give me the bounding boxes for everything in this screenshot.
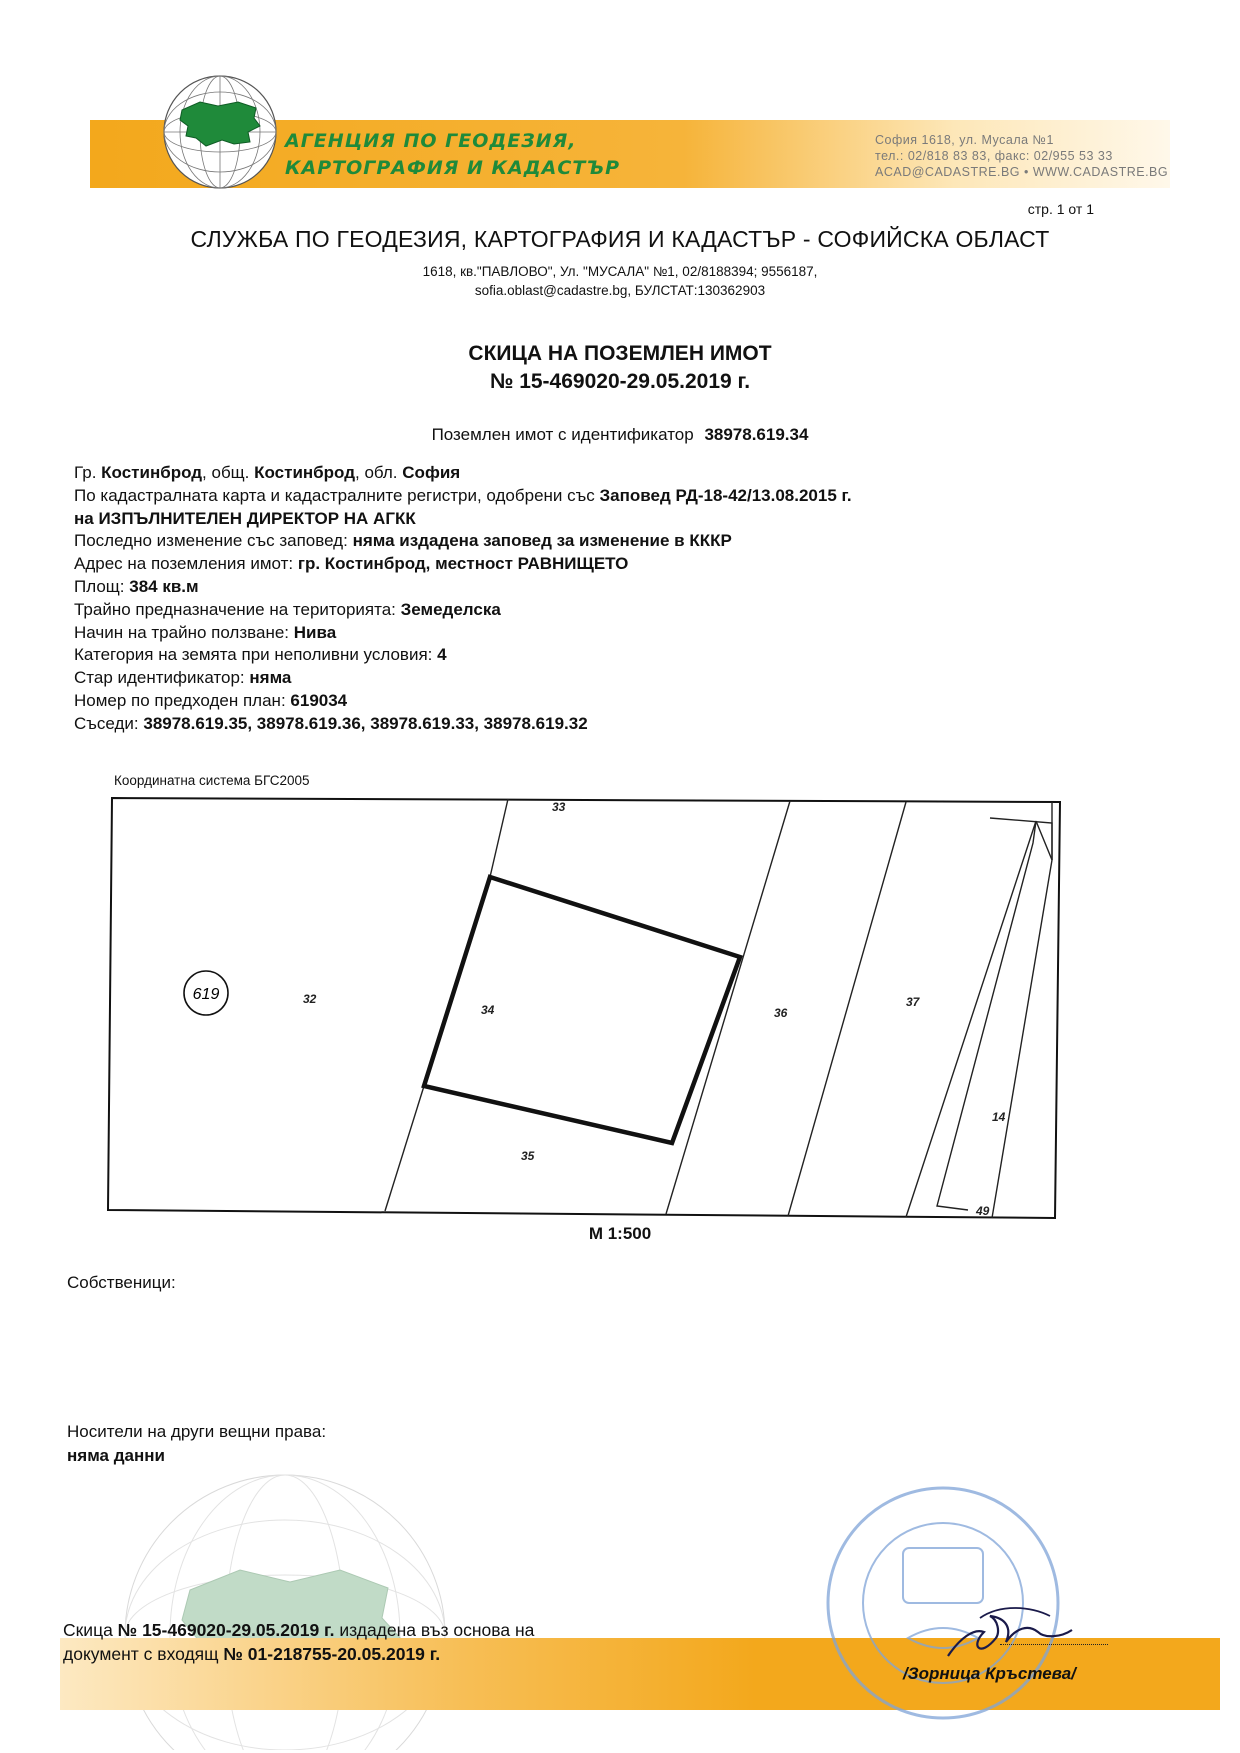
service-address-line2: sofia.oblast@cadastre.bg, БУЛСТАТ:130362903 (474, 283, 766, 298)
category-value: 4 (437, 645, 447, 665)
service-address-line1: 1618, кв."ПАВЛОВО", Ул. "МУСАЛА" №1, 02/8188394; 9556187, (422, 264, 818, 279)
boundary-line (490, 799, 508, 877)
boundary-line (906, 821, 1036, 1217)
boundary-line (666, 801, 790, 1214)
neighbors-value: 38978.619.35, 38978.619.36, 38978.619.33, 38978.619.32 (143, 713, 588, 733)
municipality-value: Костинброд (254, 463, 356, 482)
issued-line2 (63, 1642, 534, 1666)
category-label: Категория на земята при неполивни условия: (74, 645, 433, 665)
subject-parcel-34 (424, 877, 740, 1143)
area-label: Площ: (74, 576, 125, 596)
issued-number: № 15-469020-29.05.2019 г. (117, 1620, 335, 1640)
boundary-line (992, 821, 1052, 1218)
town-value: Костинброд (101, 463, 203, 482)
last-change-label: Последно изменение със заповед: (74, 531, 348, 551)
other-rights-value: няма данни (67, 1446, 165, 1465)
issued-line1 (63, 1618, 534, 1642)
region-value: София (402, 463, 461, 482)
signer-name: /Зорница Кръстева/ (903, 1664, 1076, 1683)
document-number: № 15-469020-29.05.2019 г. (489, 370, 751, 393)
neighbors-label: Съседи: (74, 713, 139, 733)
parcel-label-32: 32 (303, 992, 317, 1006)
usage-value: Нива (293, 622, 337, 642)
old-id-value: няма (249, 668, 292, 688)
contact-address: София 1618, ул. Мусала №1 (875, 133, 1054, 147)
address-value: гр. Костинброд, местност РАВНИЩЕТО (297, 554, 629, 574)
owners-label: Собственици: (67, 1273, 176, 1292)
town-prefix: Гр. (74, 463, 97, 482)
signature-line (1000, 1644, 1108, 1645)
block-number: 619 (192, 986, 220, 1003)
document-title-line1: СКИЦА НА ПОЗЕМЛЕН ИМОТ (468, 342, 772, 365)
boundary-line (788, 802, 906, 1216)
other-rights-label: Носители на други вещни права: (67, 1422, 327, 1441)
purpose-label: Трайно предназначение на територията: (74, 599, 396, 619)
agency-name-line2: КАРТОГРАФИЯ И КАДАСТЪР (285, 157, 621, 179)
parcel-label-33: 33 (552, 800, 566, 814)
contact-phone: тел.: 02/818 83 83, факс: 02/955 53 33 (875, 149, 1113, 163)
service-name: СЛУЖБА ПО ГЕОДЕЗИЯ, КАРТОГРАФИЯ И КАДАСТЪР - СОФИЙСКА ОБЛАСТ (190, 226, 1050, 252)
approval-authority: на ИЗПЪЛНИТЕЛЕН ДИРЕКТОР НА АГКК (74, 508, 416, 528)
issued-statement (63, 1618, 534, 1666)
issued-doc-prefix: документ с входящ (63, 1644, 219, 1664)
prev-plan-value: 619034 (290, 690, 348, 710)
region-prefix: , обл. (355, 463, 398, 482)
map-scale: М 1:500 (588, 1224, 652, 1243)
prev-plan-label: Номер по предходен план: (74, 690, 286, 710)
address-label: Адрес на поземления имот: (74, 554, 294, 574)
approval-label: По кадастралната карта и кадастралните регистри, одобрени със (74, 485, 595, 505)
parcel-label-36: 36 (774, 1006, 788, 1020)
old-id-label: Стар идентификатор: (74, 668, 245, 688)
approval-value: Заповед РД-18-42/13.08.2015 г. (599, 485, 852, 505)
identifier-label: Поземлен имот с идентификатор (431, 425, 694, 444)
parcel-label-49: 49 (976, 1204, 990, 1218)
usage-label: Начин на трайно ползване: (74, 622, 290, 642)
boundary-line (385, 1086, 424, 1211)
parcel-label-35: 35 (521, 1149, 535, 1163)
last-change-value: няма издадена заповед за изменение в КККР (352, 531, 732, 551)
issued-middle: издадена въз основа на (339, 1620, 535, 1640)
issued-prefix: Скица (63, 1620, 113, 1640)
municipality-prefix: , общ. (202, 463, 250, 482)
parcel-label-37: 37 (906, 995, 920, 1009)
parcel-label-14: 14 (992, 1110, 1006, 1124)
purpose-value: Земеделска (400, 599, 501, 619)
signature-icon (940, 1598, 1080, 1670)
area-value: 384 кв.м (129, 576, 199, 596)
other-rights (67, 1420, 326, 1468)
page-number: стр. 1 от 1 (1027, 201, 1094, 217)
parcel-label-34: 34 (481, 1003, 495, 1017)
coordinate-system: Координатна система БГС2005 (114, 773, 310, 788)
issued-doc-number: № 01-218755-20.05.2019 г. (223, 1644, 441, 1664)
contact-web: ACAD@CADASTRE.BG • WWW.CADASTRE.BG (875, 165, 1169, 179)
boundary-line (937, 821, 1036, 1210)
identifier-value: 38978.619.34 (704, 425, 809, 444)
agency-name-line1: АГЕНЦИЯ ПО ГЕОДЕЗИЯ, (285, 130, 577, 152)
